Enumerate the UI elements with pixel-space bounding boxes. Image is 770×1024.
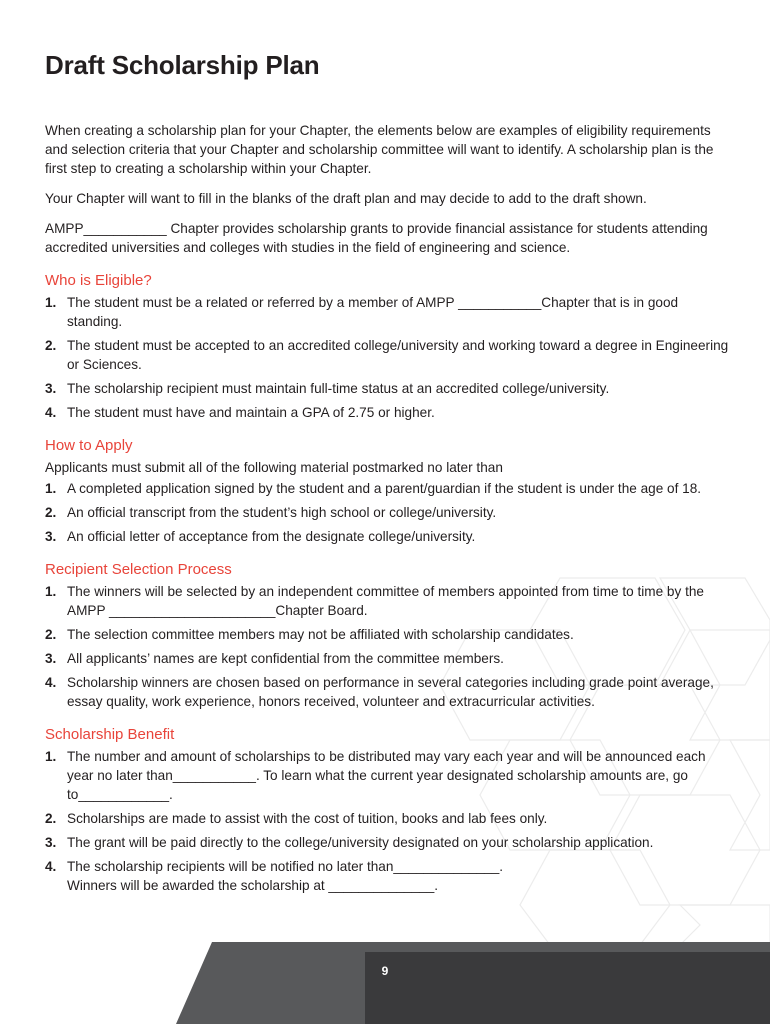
list-item (45, 809, 735, 828)
list-text: The grant will be paid directly to the college/university designated on your scholarship application. (67, 835, 654, 850)
list-item (45, 625, 735, 644)
section-heading-apply: How to Apply (45, 437, 133, 454)
benefit-list (45, 747, 735, 895)
list-text: The student must be accepted to an accredited college/university and working toward a degree in Engineering or Sciences. (67, 338, 729, 372)
list-text: An official letter of acceptance from the designate college/university. (67, 529, 476, 544)
list-number: 3. (45, 835, 57, 850)
eligible-list (45, 293, 735, 422)
list-item (45, 747, 735, 804)
list-text: The student must have and maintain a GPA of 2.75 or higher. (67, 405, 435, 420)
apply-intro: Applicants must submit all of the following material postmarked no later than (45, 460, 503, 475)
section-heading-eligible: Who is Eligible? (45, 272, 152, 289)
list-number: 1. (45, 749, 57, 764)
list-number: 2. (45, 627, 57, 642)
footer-band (0, 942, 770, 1024)
list-item (45, 649, 735, 668)
list-text: The scholarship recipient must maintain full-time status at an accredited college/university. (67, 381, 610, 396)
page-title: Draft Scholarship Plan (45, 50, 320, 80)
list-item (45, 479, 735, 498)
footer-dark-shape (365, 952, 770, 1024)
section-heading-benefit: Scholarship Benefit (45, 726, 175, 743)
list-item (45, 336, 735, 374)
list-item (45, 293, 735, 331)
page-number: 9 (381, 964, 389, 978)
list-number: 2. (45, 505, 57, 520)
list-text: Scholarships are made to assist with the cost of tuition, books and lab fees only. (67, 811, 548, 826)
intro-paragraph: AMPP___________ Chapter provides scholarship grants to provide financial assistance for students attending accredited universities and colleges with studies in the field of engineering and science. (45, 221, 708, 255)
list-item (45, 527, 735, 546)
list-number: 3. (45, 651, 57, 666)
list-item (45, 379, 735, 398)
list-number: 4. (45, 405, 57, 420)
list-text: All applicants’ names are kept confidential from the committee members. (67, 651, 504, 666)
list-item (45, 673, 735, 711)
list-number: 2. (45, 811, 57, 826)
list-item (45, 582, 735, 620)
list-number: 4. (45, 859, 57, 874)
list-number: 1. (45, 584, 57, 599)
list-item (45, 403, 735, 422)
list-text: The student must be a related or referred by a member of AMPP ___________Chapter that is in good standing. (67, 295, 679, 329)
list-number: 4. (45, 675, 57, 690)
document-body (45, 50, 735, 900)
list-item (45, 857, 735, 895)
list-number: 3. (45, 529, 57, 544)
list-text: The selection committee members may not be affiliated with scholarship candidates. (67, 627, 574, 642)
list-text: The number and amount of scholarships to be distributed may vary each year and will be announced each year no later than___________. To learn what the current year designated scholarship amounts are, go to____________. (67, 749, 706, 802)
intro-paragraph: When creating a scholarship plan for your Chapter, the elements below are examples of eligibility requirements and selection criteria that your Chapter and scholarship committee will want to identify. A scholarship plan is the first step to creating a scholarship within your Chapter. (45, 123, 714, 176)
list-text-continued: Winners will be awarded the scholarship at ______________. (67, 878, 439, 893)
list-text: An official transcript from the student’s high school or college/university. (67, 505, 497, 520)
list-item (45, 503, 735, 522)
list-text: The scholarship recipients will be notified no later than______________. (67, 859, 504, 874)
list-number: 1. (45, 295, 57, 310)
apply-list (45, 479, 735, 546)
selection-list (45, 582, 735, 711)
section-heading-selection: Recipient Selection Process (45, 561, 232, 578)
list-text: A completed application signed by the student and a parent/guardian if the student is under the age of 18. (67, 481, 702, 496)
list-text: The winners will be selected by an independent committee of members appointed from time to time by the AMPP ______________________Chapter Board. (67, 584, 704, 618)
list-item (45, 833, 735, 852)
list-text: Scholarship winners are chosen based on performance in several categories including grade point average, essay quality, work experience, honors received, volunteer and extracurricular activities. (67, 675, 714, 709)
list-number: 3. (45, 381, 57, 396)
intro-paragraph: Your Chapter will want to fill in the blanks of the draft plan and may decide to add to the draft shown. (45, 191, 647, 206)
list-number: 2. (45, 338, 57, 353)
list-number: 1. (45, 481, 57, 496)
